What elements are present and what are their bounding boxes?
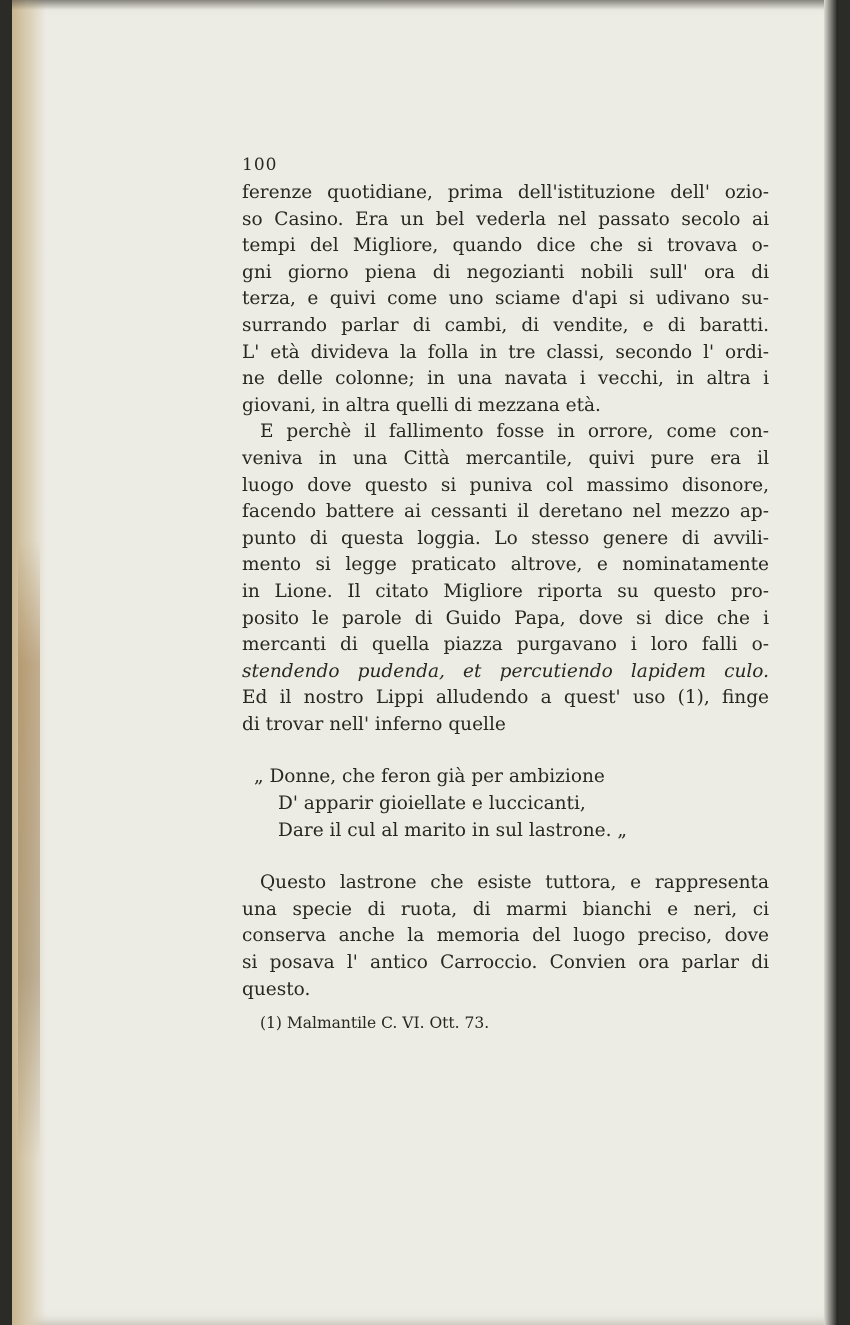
- spacer: [242, 844, 769, 870]
- text-line: in Lione. Il citato Migliore riporta su questo pro-: [242, 580, 769, 602]
- top-edge-shadow: [12, 0, 838, 10]
- text-line: Ed il nostro Lippi alludendo a quest' uso (1), finge: [242, 687, 769, 709]
- text-line: gni giorno piena di negozianti nobili sull' ora di: [242, 261, 769, 283]
- spacer: [242, 738, 769, 764]
- text-line: conserva anche la memoria del luogo preciso, dove: [242, 925, 769, 947]
- text-line: Questo lastrone che esiste tuttora, e rappresenta: [260, 872, 769, 894]
- verse-quotation: [242, 764, 769, 844]
- right-page-edge: [824, 0, 838, 1325]
- paragraph-1: [242, 180, 769, 419]
- text-line: tempi del Migliore, quando dice che si trovava o-: [242, 235, 769, 257]
- text-line: si posava l' antico Carroccio. Convien ora parlar di: [242, 952, 769, 974]
- footnote: (1) Malmantile C. VI. Ott. 73.: [260, 1014, 490, 1033]
- text-line: surrando parlar di cambi, di vendite, e di baratti.: [242, 314, 769, 336]
- text-line: punto di questa loggia. Lo stesso genere di avvili-: [242, 527, 769, 549]
- text-line: di trovar nell' inferno quelle: [242, 713, 506, 735]
- text-line: terza, e quivi come uno sciame d'api si udivano su-: [242, 288, 769, 310]
- verse-line: Dare il cul al marito in sul lastrone. „: [278, 819, 627, 841]
- text-line: una specie di ruota, di marmi bianchi e neri, ci: [242, 898, 769, 920]
- foxing-stain: [18, 540, 40, 1160]
- text-line: mento si legge praticato altrove, e nominatamente: [242, 554, 769, 576]
- text-line: luogo dove questo si puniva col massimo disonore,: [242, 474, 769, 496]
- text-line: questo.: [242, 978, 311, 1000]
- text-line: L' età divideva la folla in tre classi, secondo l' ordi-: [242, 341, 769, 363]
- latin-quote-line: stendendo pudenda, et percutiendo lapidem culo.: [242, 660, 769, 682]
- text-line: ferenze quotidiane, prima dell'istituzione dell' ozio-: [242, 182, 769, 203]
- text-line: mercanti di quella piazza purgavano i loro falli o-: [242, 634, 769, 656]
- text-line: facendo battere ai cessanti il deretano nel mezzo ap-: [242, 501, 769, 523]
- text-line: E perchè il fallimento fosse in orrore, come con-: [260, 421, 769, 443]
- text-block: [242, 150, 769, 1037]
- paragraph-2: [242, 419, 769, 738]
- text-line: ne delle colonne; in una navata i vecchi, in altra i: [242, 368, 769, 390]
- verse-line: „ Donne, che feron già per ambizione: [254, 766, 605, 788]
- text-line: veniva in una Città mercantile, quivi pure era il: [242, 447, 769, 469]
- text-line: so Casino. Era un bel vederla nel passato secolo ai: [242, 208, 769, 230]
- paragraph-3: [242, 870, 769, 1003]
- page-number: 100: [242, 155, 278, 175]
- text-line: giovani, in altra quelli di mezzana età.: [242, 394, 601, 416]
- verse-line: D' apparir gioiellate e luccicanti,: [278, 793, 586, 815]
- text-line: posito le parole di Guido Papa, dove si dice che i: [242, 607, 769, 629]
